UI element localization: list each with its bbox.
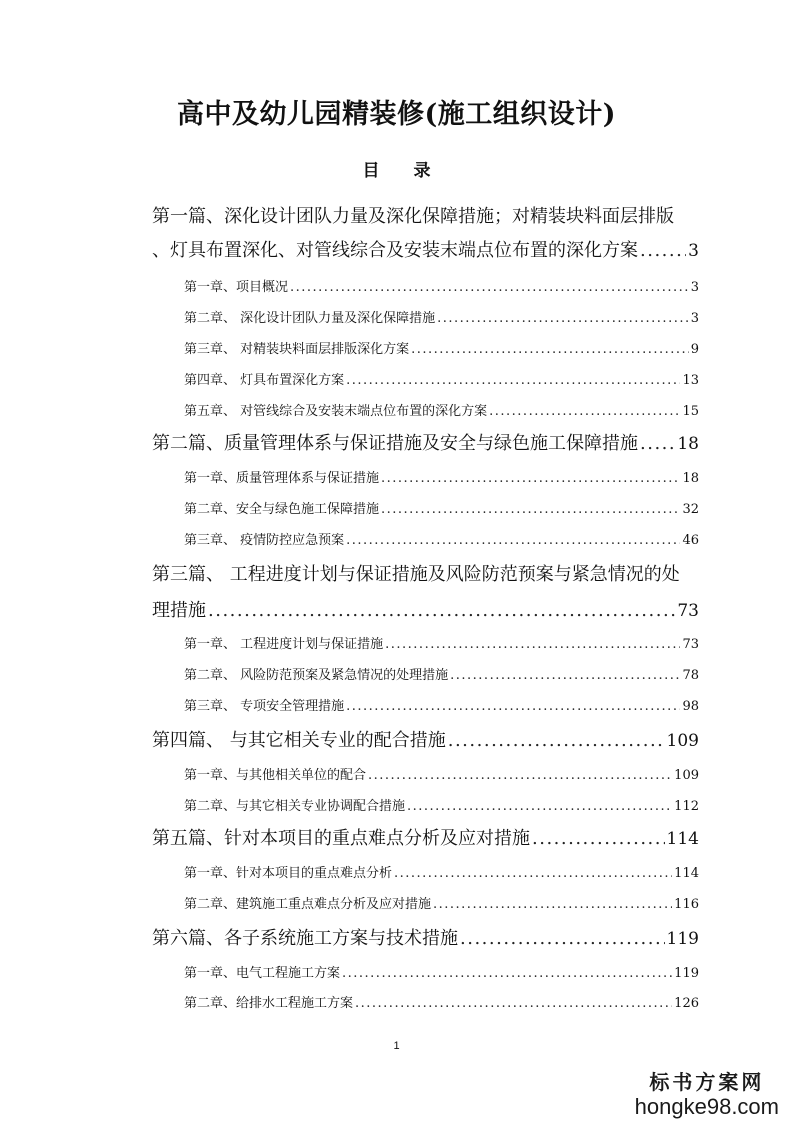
toc-part-1-line1: 第一篇、深化设计团队力量及深化保障措施；对精装块料面层排版 <box>152 206 674 227</box>
dot-leader <box>208 600 675 621</box>
toc-page-number: 13 <box>682 373 699 388</box>
dot-leader <box>640 240 686 261</box>
toc-page-number: 98 <box>682 699 699 714</box>
toc-chapter-label: 第二章、安全与绿色施工保障措施 <box>184 502 380 517</box>
toc-part-4[interactable] <box>152 726 699 752</box>
toc-chapter[interactable] <box>184 276 699 295</box>
toc-page-number: 18 <box>682 471 699 486</box>
toc-page-number: 46 <box>682 533 699 548</box>
toc-page-number: 119 <box>666 929 699 949</box>
toc-page-number: 109 <box>674 768 699 783</box>
dot-leader <box>355 996 672 1011</box>
dot-leader <box>433 897 672 912</box>
toc-part-label: 第六篇、各子系统施工方案与技术措施 <box>152 928 458 949</box>
toc-page-number: 119 <box>674 966 699 981</box>
watermark-name: 标书方案网 <box>649 1070 765 1094</box>
toc-part-label: 理措施 <box>152 600 206 621</box>
toc-heading: 目 录 <box>362 161 445 181</box>
toc-chapter-label: 第一章、 工程进度计划与保证措施 <box>184 637 384 652</box>
dot-leader <box>381 502 680 517</box>
toc-chapter[interactable] <box>184 498 699 517</box>
toc-chapter-label: 第一章、项目概况 <box>184 280 289 295</box>
watermark <box>635 1066 779 1119</box>
toc-chapter[interactable] <box>184 862 699 881</box>
dot-leader <box>346 699 680 714</box>
toc-part-label: 第四篇、 与其它相关专业的配合措施 <box>152 730 446 751</box>
toc-page-number: 78 <box>682 668 699 683</box>
toc-chapter-label: 第四章、 灯具布置深化方案 <box>184 373 345 388</box>
toc-page-number: 18 <box>677 434 699 454</box>
toc-part-3-line1: 第三篇、 工程进度计划与保证措施及风险防范预案与紧急情况的处 <box>152 564 680 585</box>
toc-part-1[interactable] <box>152 236 699 262</box>
toc-chapter[interactable] <box>184 764 699 783</box>
toc-part-6[interactable] <box>152 924 699 950</box>
toc-chapter[interactable] <box>184 467 699 486</box>
toc-part-2[interactable] <box>152 429 699 455</box>
toc-page-number: 9 <box>690 342 699 357</box>
dot-leader <box>290 280 689 295</box>
toc-page-number: 15 <box>682 404 699 419</box>
dot-leader <box>411 342 689 357</box>
dot-leader <box>460 928 665 949</box>
toc-chapter[interactable] <box>184 307 699 326</box>
dot-leader <box>407 799 672 814</box>
dot-leader <box>346 373 680 388</box>
toc-chapter-label: 第三章、 专项安全管理措施 <box>184 699 345 714</box>
toc-part-3[interactable] <box>152 596 699 622</box>
toc-page-number: 3 <box>690 311 699 326</box>
dot-leader <box>368 768 672 783</box>
toc-chapter[interactable] <box>184 695 699 714</box>
toc-part-5[interactable] <box>152 824 699 850</box>
dot-leader <box>448 730 665 751</box>
dot-leader <box>381 471 680 486</box>
watermark-url: hongke98.com <box>634 1094 779 1119</box>
toc-page-number: 73 <box>682 637 699 652</box>
toc-chapter[interactable] <box>184 633 699 652</box>
toc-chapter-label: 第一章、质量管理体系与保证措施 <box>184 471 380 486</box>
toc-page-number: 114 <box>666 829 699 849</box>
toc-chapter-label: 第二章、 风险防范预案及紧急情况的处理措施 <box>184 668 449 683</box>
toc-chapter[interactable] <box>184 529 699 548</box>
toc-chapter-label: 第三章、 对精装块料面层排版深化方案 <box>184 342 410 357</box>
toc-chapter[interactable] <box>184 992 699 1011</box>
toc-page-number: 3 <box>688 241 699 261</box>
toc-chapter[interactable] <box>184 893 699 912</box>
dot-leader <box>385 637 680 652</box>
dot-leader <box>342 966 672 981</box>
toc-chapter[interactable] <box>184 369 699 388</box>
dot-leader <box>489 404 680 419</box>
dot-leader <box>640 433 675 454</box>
dot-leader <box>450 668 680 683</box>
toc-page-number: 32 <box>682 502 699 517</box>
toc-page-number: 126 <box>674 996 699 1011</box>
toc-chapter[interactable] <box>184 962 699 981</box>
toc-chapter-label: 第一章、针对本项目的重点难点分析 <box>184 866 393 881</box>
toc-chapter-label: 第二章、与其它相关专业协调配合措施 <box>184 799 406 814</box>
toc-chapter[interactable] <box>184 400 699 419</box>
toc-chapter-label: 第一章、与其他相关单位的配合 <box>184 768 367 783</box>
toc-page-number: 114 <box>674 866 699 881</box>
toc-chapter[interactable] <box>184 338 699 357</box>
toc-chapter-label: 第三章、 疫情防控应急预案 <box>184 533 345 548</box>
toc-page-number: 112 <box>674 799 699 814</box>
toc-page-number: 109 <box>666 731 699 751</box>
toc-chapter-label: 第一章、电气工程施工方案 <box>184 966 341 981</box>
toc-chapter-label: 第五章、 对管线综合及安装末端点位布置的深化方案 <box>184 404 488 419</box>
toc-page-number: 116 <box>674 897 699 912</box>
toc-chapter-label: 第二章、 深化设计团队力量及深化保障措施 <box>184 311 436 326</box>
toc-chapter-label: 第二章、建筑施工重点难点分析及应对措施 <box>184 897 432 912</box>
toc-part-label: 第五篇、针对本项目的重点难点分析及应对措施 <box>152 828 530 849</box>
dot-leader <box>346 533 680 548</box>
toc-chapter[interactable] <box>184 664 699 683</box>
document-title: 高中及幼儿园精装修(施工组织设计) <box>176 99 617 130</box>
dot-leader <box>532 828 665 849</box>
toc-page-number: 3 <box>690 280 699 295</box>
toc-chapter[interactable] <box>184 795 699 814</box>
dot-leader <box>394 866 672 881</box>
page-number: 1 <box>393 1040 400 1052</box>
dot-leader <box>437 311 689 326</box>
toc-chapter-label: 第二章、给排水工程施工方案 <box>184 996 354 1011</box>
toc-page-number: 73 <box>677 601 699 621</box>
toc-part-label: 第二篇、质量管理体系与保证措施及安全与绿色施工保障措施 <box>152 433 638 454</box>
toc-part-label: 、灯具布置深化、对管线综合及安装末端点位布置的深化方案 <box>152 240 638 261</box>
